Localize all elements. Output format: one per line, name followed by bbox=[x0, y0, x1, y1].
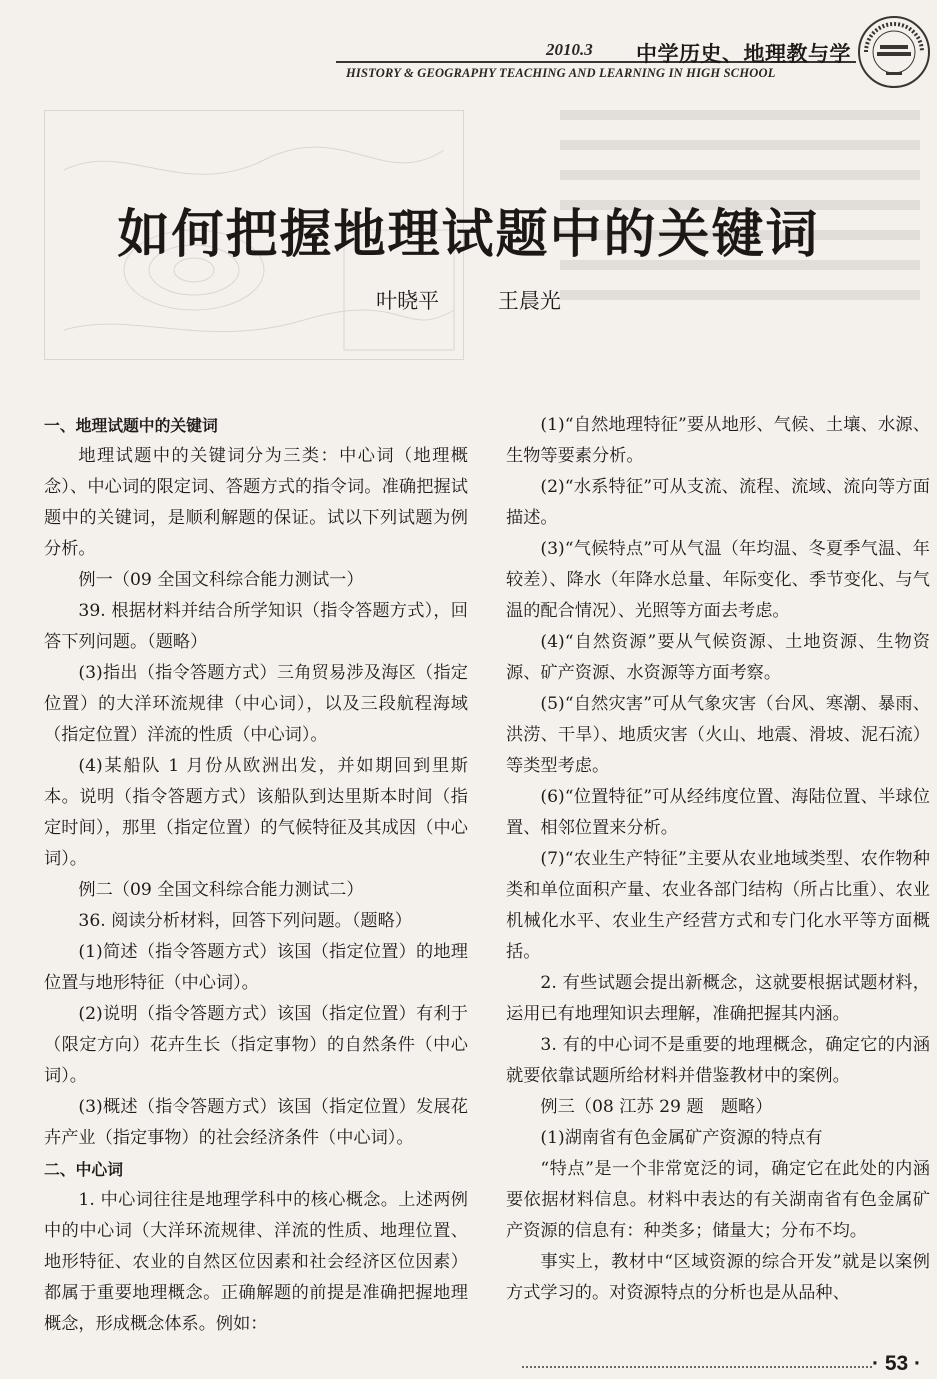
right-column bbox=[506, 410, 930, 1309]
paragraph: (4)“自然资源”要从气候资源、土地资源、生物资源、矿产资源、水资源等方面考察。 bbox=[506, 632, 930, 683]
question-stem: 39. 根据材料并结合所学知识（指令答题方式），回答下列问题。（题略） bbox=[44, 601, 468, 652]
paragraph: (3)“气候特点”可从气温（年均温、冬夏季气温、年较差）、降水（年降水总量、年际变化、季节变化、与气温的配合情况）、光照等方面去考虑。 bbox=[506, 539, 930, 621]
section-heading: 一、地理试题中的关键词 bbox=[44, 416, 218, 435]
article-title: 如何把握地理试题中的关键词 bbox=[117, 204, 820, 265]
paragraph: 2. 有些试题会提出新概念，这就要根据试题材料，运用已有地理知识去理解，准确把握其内涵。 bbox=[506, 973, 930, 1024]
question-stem: 36. 阅读分析材料，回答下列问题。（题略） bbox=[78, 911, 412, 931]
page-header bbox=[0, 0, 937, 100]
publisher-seal bbox=[856, 14, 932, 90]
paragraph: 3. 有的中心词不是重要的地理概念，确定它的内涵就要依靠试题所给材料并借鉴教材中的案例。 bbox=[506, 1035, 930, 1086]
paragraph: (7)“农业生产特征”主要从农业地域类型、农作物种类和单位面积产量、农业各部门结构（所占比重）、农业机械化水平、农业生产经营方式和专门化水平等方面概括。 bbox=[506, 849, 930, 962]
paragraph: 1. 中心词往往是地理学科中的核心概念。上述两例中的中心词（大洋环流规律、洋流的性质、地理位置、地形特征、农业的自然区位因素和社会经济区位因素）都属于重要地理概念。正确解题的前提是准确把握地理概念，形成概念体系。例如： bbox=[44, 1190, 468, 1334]
section-heading: 二、中心词 bbox=[44, 1160, 123, 1179]
left-column bbox=[44, 410, 468, 1340]
author-name: 叶晓平 bbox=[376, 289, 440, 313]
paragraph: 事实上，教材中“区域资源的综合开发”就是以案例方式学习的。对资源特点的分析也是从品种、 bbox=[506, 1252, 930, 1303]
example-heading: 例三（08 江苏 29 题 题略） bbox=[540, 1097, 773, 1117]
paragraph: (5)“自然灾害”可从气象灾害（台风、寒潮、暴雨、洪涝、干旱）、地质灾害（火山、地震、滑坡、泥石流）等类型考虑。 bbox=[506, 694, 930, 776]
paragraph: (2)“水系特征”可从支流、流程、流域、流向等方面描述。 bbox=[506, 477, 930, 528]
journal-title-en: HISTORY & GEOGRAPHY TEACHING AND LEARNING IN HIGH SCHOOL bbox=[346, 66, 776, 80]
question-item: (3)指出（指令答题方式）三角贸易涉及海区（指定位置）的大洋环流规律（中心词），以及三段航程海域（指定位置）洋流的性质（中心词）。 bbox=[44, 663, 468, 745]
author-list bbox=[0, 285, 937, 315]
page-number: · 53 · bbox=[872, 1352, 922, 1375]
journal-title-cn: 中学历史、地理教与学 bbox=[636, 42, 851, 66]
question-item: (3)概述（指令答题方式）该国（指定位置）发展花卉产业（指定事物）的社会经济条件（中心词）。 bbox=[44, 1097, 468, 1148]
footer-rule bbox=[522, 1366, 872, 1368]
question-item: (4)某船队 1 月份从欧洲出发，并如期回到里斯本。说明（指令答题方式）该船队到达里斯本时间（指定时间），那里（指定位置）的气候特征及其成因（中心词）。 bbox=[44, 756, 468, 869]
paragraph: (6)“位置特征”可从经纬度位置、海陆位置、半球位置、相邻位置来分析。 bbox=[506, 787, 930, 838]
example-heading: 例二（09 全国文科综合能力测试二） bbox=[78, 880, 364, 900]
paragraph: (1)“自然地理特征”要从地形、气候、土壤、水源、生物等要素分析。 bbox=[506, 415, 930, 466]
paragraph: “特点”是一个非常宽泛的词，确定它在此处的内涵要依据材料信息。材料中表达的有关湖南省有色金属矿产资源的信息有：种类多；储量大；分布不均。 bbox=[506, 1159, 930, 1241]
question-item: (2)说明（指令答题方式）该国（指定位置）有利于（限定方向）花卉生长（指定事物）的自然条件（中心词）。 bbox=[44, 1004, 468, 1086]
author-name: 王晨光 bbox=[497, 289, 561, 313]
example-heading: 例一（09 全国文科综合能力测试一） bbox=[78, 570, 364, 590]
question-item: (1)简述（指令答题方式）该国（指定位置）的地理位置与地形特征（中心词）。 bbox=[44, 942, 468, 993]
question-item: (1)湖南省有色金属矿产资源的特点有 bbox=[540, 1128, 823, 1148]
issue-number: 2010.3 bbox=[546, 40, 593, 59]
paragraph: 地理试题中的关键词分为三类：中心词（地理概念）、中心词的限定词、答题方式的指令词。准确把握试题中的关键词，是顺利解题的保证。试以下列试题为例分析。 bbox=[44, 446, 468, 559]
